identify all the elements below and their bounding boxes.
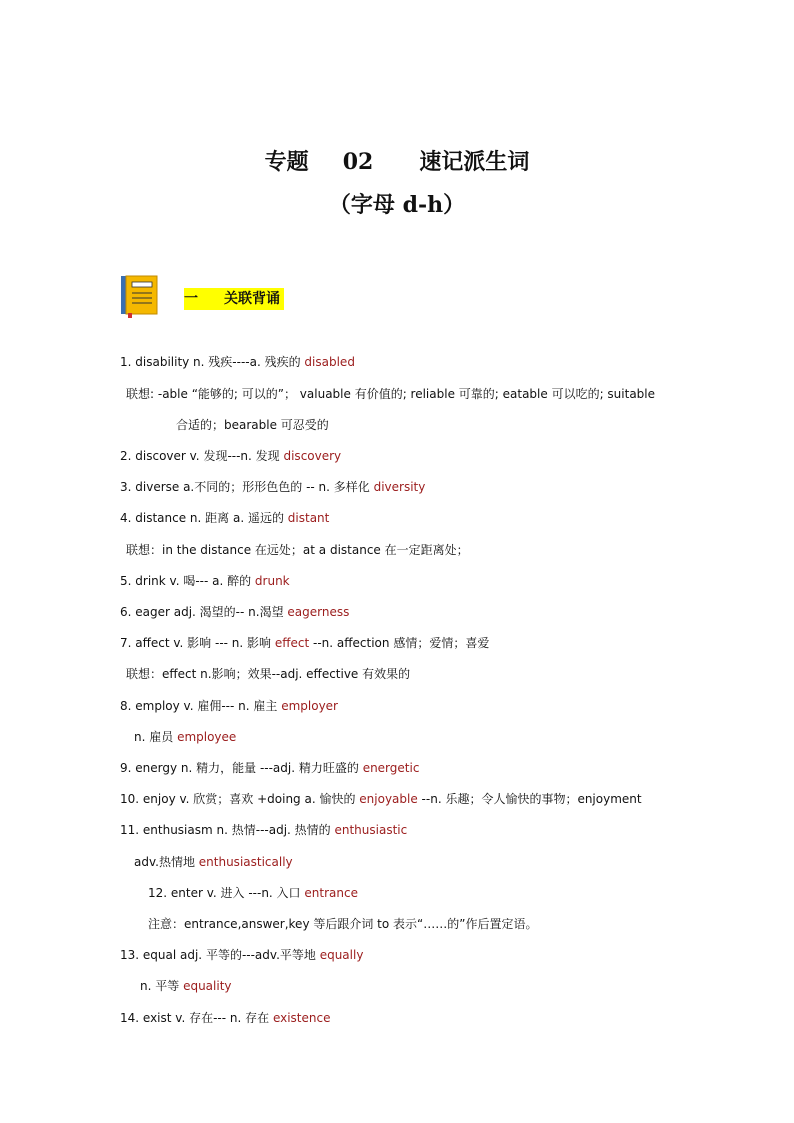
- entry-answer: entrance: [304, 886, 358, 900]
- entry-line: [120, 760, 419, 776]
- section-number: 一: [184, 291, 198, 307]
- entry-text: 13. equal adj. 平等的---adv.平等地: [120, 948, 320, 962]
- entry-text: 2. discover v. 发现---n. 发现: [120, 449, 284, 463]
- entry-line: [120, 947, 363, 963]
- entry-line: [120, 822, 407, 838]
- entry-tail: --n. 乐趣；令人愉快的事物；enjoyment: [417, 792, 642, 806]
- entry-answer: employee: [177, 730, 237, 744]
- entry-answer: disabled: [304, 355, 355, 369]
- entry-answer: drunk: [254, 574, 290, 588]
- entry-text: 合适的；bearable 可忍受的: [176, 418, 329, 432]
- entry-text: 10. enjoy v. 欣赏；喜欢 +doing a. 愉快的: [120, 792, 360, 806]
- entry-text: 4. distance n. 距离 a. 遥远的: [120, 511, 288, 525]
- entry-text: 14. exist v. 存在--- n. 存在: [120, 1011, 273, 1025]
- entry-answer: effect: [274, 636, 310, 650]
- entry-line: [134, 854, 293, 870]
- book-icon: [120, 275, 158, 319]
- entry-answer: diversity: [373, 480, 426, 494]
- entry-text: n. 雇员: [134, 730, 178, 744]
- entry-text: 7. affect v. 影响 --- n. 影响: [120, 636, 275, 650]
- entry-line: [120, 354, 355, 370]
- entry-tail: --n. affection 感情；爱情；喜爱: [309, 636, 490, 650]
- entry-line: [120, 604, 349, 620]
- entry-line: [120, 448, 341, 464]
- title-part1: 专题: [264, 149, 309, 175]
- entry-line: [140, 978, 232, 994]
- entry-text: 3. diverse a.不同的；形形色色的 -- n. 多样化: [120, 480, 374, 494]
- entry-line: [120, 635, 489, 651]
- entry-text: n. 平等: [140, 979, 184, 993]
- entry-answer: discovery: [283, 449, 342, 463]
- entry-answer: enjoyable: [359, 792, 418, 806]
- entry-answer: distant: [287, 511, 330, 525]
- entry-text: 联想: -able “能够的; 可以的”； valuable 有价值的; reliable 可靠的; eatable 可以吃的; suitable: [126, 387, 656, 401]
- entry-line: [126, 666, 410, 682]
- entry-line: [120, 791, 642, 807]
- entry-line: [120, 510, 329, 526]
- entry-text: 11. enthusiasm n. 热情---adj. 热情的: [120, 823, 335, 837]
- title-part2: 02: [342, 149, 374, 175]
- entry-text: adv.热情地: [134, 855, 199, 869]
- entry-answer: eagerness: [287, 605, 350, 619]
- entry-text: 1. disability n. 残疾----a. 残疾的: [120, 355, 305, 369]
- entry-line: [120, 573, 290, 589]
- entry-answer: enthusiastically: [198, 855, 293, 869]
- entry-answer: equality: [183, 979, 232, 993]
- entry-text: 联想：effect n.影响；效果--adj. effective 有效果的: [126, 667, 411, 681]
- entry-line: [148, 916, 537, 932]
- entry-line: [176, 417, 329, 433]
- entry-answer: energetic: [362, 761, 420, 775]
- title-part3: 速记派生词: [419, 149, 530, 175]
- entry-line: [120, 1010, 330, 1026]
- entry-text: 12. enter v. 进入 ---n. 入口: [148, 886, 305, 900]
- entry-line: [134, 729, 236, 745]
- entry-text: 5. drink v. 喝--- a. 醉的: [120, 574, 255, 588]
- entry-text: 8. employ v. 雇佣--- n. 雇主: [120, 699, 282, 713]
- entry-answer: employer: [281, 699, 338, 713]
- entry-text: 注意：entrance,answer,key 等后跟介词 to 表示“……的”作后置定语。: [148, 917, 538, 931]
- entry-text: 联想：in the distance 在远处；at a distance 在一定距离处；: [126, 543, 469, 557]
- entry-answer: enthusiastic: [334, 823, 408, 837]
- page-subtitle: （字母 d-h）: [328, 192, 466, 218]
- page-title: [0, 145, 794, 176]
- entry-answer: existence: [272, 1011, 331, 1025]
- entry-line: [126, 542, 469, 558]
- section-label: 关联背诵: [224, 291, 280, 307]
- entry-line: [120, 479, 425, 495]
- entry-answer: equally: [319, 948, 364, 962]
- entry-text: 6. eager adj. 渴望的-- n.渴望: [120, 605, 288, 619]
- section-heading: [184, 288, 284, 310]
- entry-line: [148, 885, 358, 901]
- entry-line: [126, 386, 655, 402]
- entry-line: [120, 698, 338, 714]
- entry-text: 9. energy n. 精力，能量 ---adj. 精力旺盛的: [120, 761, 363, 775]
